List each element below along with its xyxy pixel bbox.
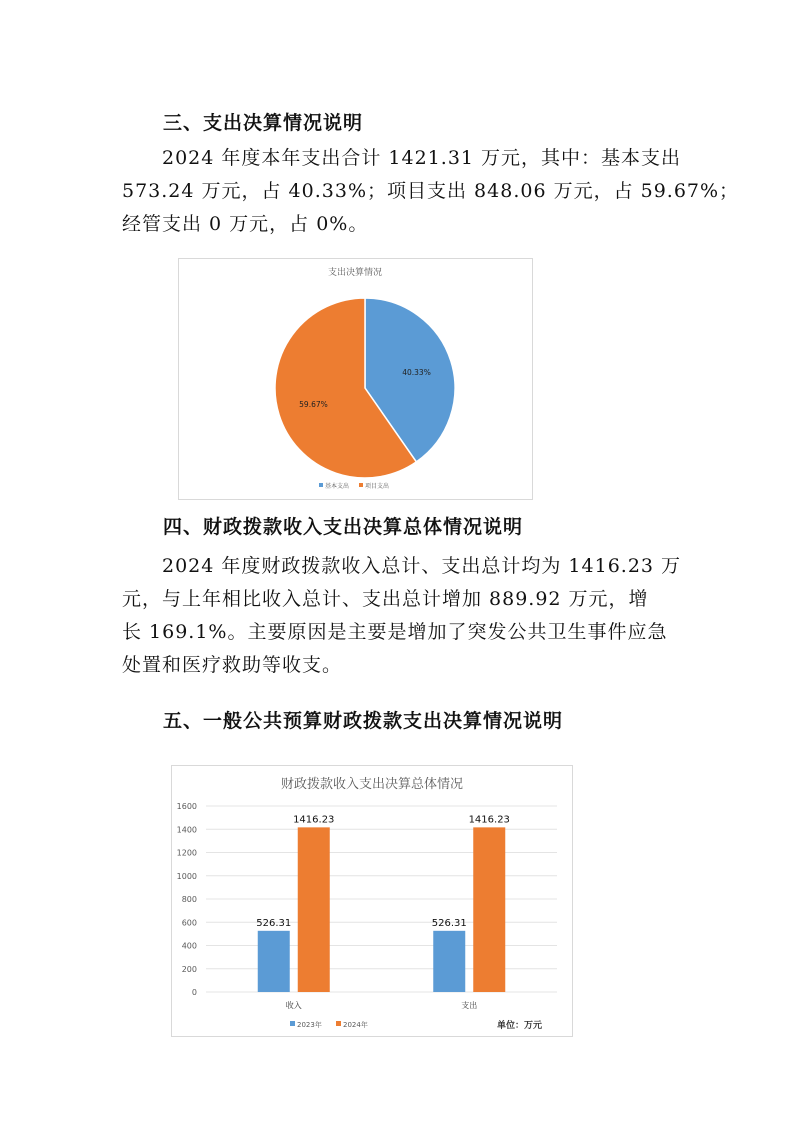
section-3-heading: 三、支出决算情况说明	[163, 112, 364, 134]
bar-value-label: 526.31	[256, 917, 292, 929]
legend-swatch	[319, 483, 323, 487]
y-tick-label: 1400	[176, 825, 197, 835]
pie-slice-label: 59.67%	[299, 400, 328, 410]
section-3-paragraph	[122, 142, 740, 241]
bar	[473, 827, 505, 992]
section-4-heading: 四、财政拨款收入支出决算总体情况说明	[163, 516, 524, 538]
x-tick-label: 收入	[285, 1001, 302, 1010]
legend-label: 2024年	[343, 1021, 368, 1029]
bar-chart-frame	[171, 765, 573, 1037]
y-tick-label: 200	[181, 964, 197, 974]
paragraph-line: 长 169.1%。主要原因是主要是增加了突发公共卫生事件应急	[122, 621, 668, 643]
bar	[258, 931, 290, 992]
bar	[433, 931, 465, 992]
bar	[298, 827, 330, 992]
legend-swatch	[359, 483, 363, 487]
paragraph-line: 2024 年度财政拨款收入总计、支出总计均为 1416.23 万	[162, 555, 682, 577]
paragraph-line: 元，与上年相比收入总计、支出总计增加 889.92 万元，增	[122, 588, 649, 610]
section-5-heading: 五、一般公共预算财政拨款支出决算情况说明	[163, 710, 564, 732]
legend-label: 项目支出	[365, 483, 390, 490]
y-tick-label: 1200	[176, 848, 197, 858]
legend-label: 基本支出	[325, 483, 350, 490]
y-tick-label: 800	[181, 895, 197, 904]
y-tick-label: 1000	[176, 871, 197, 881]
pie-slice-label: 40.33%	[402, 367, 431, 377]
bar-chart-title: 财政拨款收入支出决算总体情况	[280, 777, 464, 792]
y-tick-label: 600	[181, 918, 197, 928]
x-tick-label: 支出	[461, 1001, 478, 1010]
section-4-paragraph	[122, 550, 680, 682]
pie-chart-frame	[178, 258, 533, 500]
unit-note: 单位：万元	[496, 1021, 542, 1031]
legend-swatch	[290, 1021, 295, 1026]
legend-label: 2023年	[297, 1021, 322, 1029]
bar-chart	[172, 766, 572, 1036]
y-tick-label: 1600	[176, 802, 197, 811]
paragraph-line: 处置和医疗救助等收支。	[122, 654, 343, 676]
legend-swatch	[336, 1021, 341, 1026]
paragraph-line: 573.24 万元，占 40.33%；项目支出 848.06 万元，占 59.67%；	[122, 180, 740, 202]
paragraph-line: 2024 年度本年支出合计 1421.31 万元，其中：基本支出	[162, 147, 682, 169]
paragraph-line: 经管支出 0 万元，占 0%。	[122, 213, 369, 235]
y-tick-label: 0	[191, 988, 197, 997]
bar-value-label: 1416.23	[468, 814, 510, 826]
pie-chart-title: 支出决算情况	[327, 268, 383, 278]
pie-chart	[179, 259, 532, 499]
bar-value-label: 526.31	[431, 917, 467, 929]
y-tick-label: 400	[181, 941, 197, 951]
bar-value-label: 1416.23	[293, 814, 335, 826]
